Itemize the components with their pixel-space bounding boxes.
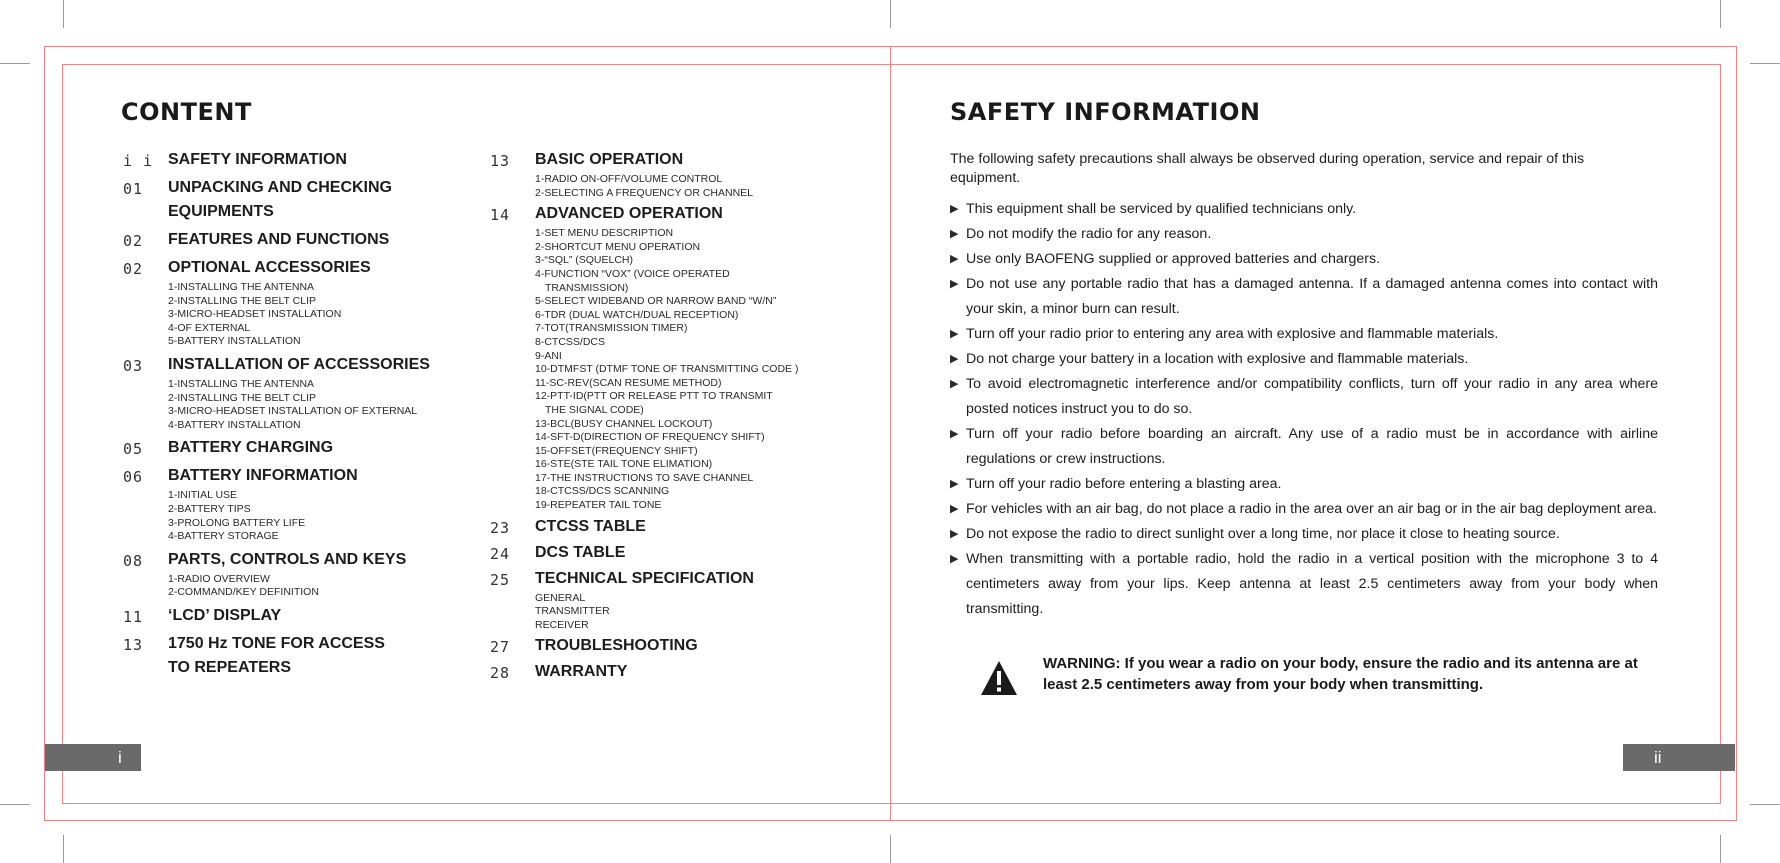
bleed-guide: [1736, 46, 1737, 821]
safety-bullet: [950, 472, 1658, 497]
safety-bullet-text: This equipment shall be serviced by qualified technicians only.: [966, 201, 1357, 217]
toc-entry[interactable]: [123, 548, 463, 600]
toc-page-number: 03: [123, 356, 144, 375]
toc-title-continued: TO REPEATERS: [168, 658, 291, 676]
toc-subitem: 4-BATTERY STORAGE: [168, 530, 279, 543]
safety-bullet: [950, 272, 1658, 322]
safety-bullet: [950, 322, 1658, 347]
safety-bullet-text: To avoid electromagnetic interference and/or compatibility conflicts, turn off your radio in any area where posted notices instruct you to do so.: [966, 376, 1658, 417]
safety-bullet: [950, 347, 1658, 372]
safety-bullet: [950, 247, 1658, 272]
crop-mark: [890, 835, 891, 863]
crop-mark: [1750, 804, 1780, 805]
toc-page-number: 02: [123, 260, 144, 278]
toc-subitem: 1-INSTALLING THE ANTENNA: [168, 281, 315, 293]
toc-subitem: 2-SELECTING A FREQUENCY OR CHANNEL: [535, 186, 754, 199]
toc-page-number: 05: [123, 440, 144, 459]
crop-mark: [1750, 63, 1780, 64]
toc-title: BASIC OPERATION: [535, 151, 684, 168]
triangle-bullet-icon: ▶: [950, 428, 959, 440]
toc-entry[interactable]: [123, 176, 463, 224]
toc-title-continued: EQUIPMENTS: [168, 203, 274, 220]
safety-bullet: [950, 547, 1658, 622]
toc-subitem: 4-OF EXTERNAL: [168, 321, 251, 334]
crop-mark: [1720, 0, 1721, 28]
toc-subitem: 16-STE(STE TAIL TONE ELIMATION): [535, 458, 713, 471]
triangle-bullet-icon: ▶: [950, 528, 959, 540]
crop-mark: [1720, 835, 1721, 863]
toc-subitem: 15-OFFSET(FREQUENCY SHIFT): [535, 444, 698, 457]
toc-subitem: 1-INITIAL USE: [168, 489, 238, 502]
triangle-bullet-icon: ▶: [950, 278, 959, 290]
toc-subitem: 14-SFT-D(DIRECTION OF FREQUENCY SHIFT): [535, 431, 765, 444]
toc-subitem: 1-RADIO OVERVIEW: [168, 572, 270, 585]
toc-subitem: 3-“SQL” (SQUELCH): [535, 254, 634, 267]
toc-subitem: 5-SELECT WIDEBAND OR NARROW BAND “W/N”: [535, 295, 777, 308]
toc-entry[interactable]: [490, 634, 860, 658]
safety-bullet-text: Do not use any portable radio that has a damaged antenna. If a damaged antenna comes into contact with your skin, a minor burn can result.: [966, 276, 1658, 317]
toc-title: DCS TABLE: [535, 543, 626, 561]
triangle-bullet-icon: ▶: [950, 253, 959, 265]
page-number-tab: [45, 744, 141, 771]
toc-title: 1750 Hz TONE FOR ACCESS: [168, 634, 385, 652]
safety-bullet-text: Do not modify the radio for any reason.: [966, 226, 1212, 242]
toc-entry[interactable]: [123, 464, 463, 543]
toc-entry[interactable]: [123, 353, 463, 432]
toc-title: ADVANCED OPERATION: [535, 205, 723, 223]
safety-bullet: [950, 422, 1658, 472]
safety-bullet: [950, 197, 1658, 222]
toc-entry[interactable]: [123, 256, 463, 349]
toc-page-number: 06: [123, 468, 144, 487]
trim-guide: [1720, 64, 1721, 804]
toc-subitem: 13-BCL(BUSY CHANNEL LOCKOUT): [535, 417, 713, 430]
toc-subitem: 9-ANI: [535, 349, 562, 362]
toc-title: TROUBLESHOOTING: [535, 637, 698, 655]
safety-bullet-text: Turn off your radio before boarding an aircraft. Any use of a radio must be in accordance with airline regulations or crew instructions.: [966, 426, 1658, 467]
safety-bullet-text: When transmitting with a portable radio, hold the radio in a vertical position with the microphone 3 to 4 centimeters away from your lips. Keep antenna at least 2.5 centimeters away from your body when transmitting.: [966, 551, 1658, 617]
toc-subitem: 10-DTMFST (DTMF TONE OF TRANSMITTING CODE ): [535, 363, 799, 376]
toc-subitem: 4-FUNCTION “VOX” (VOICE OPERATED: [535, 267, 730, 280]
triangle-bullet-icon: ▶: [950, 203, 959, 215]
crop-mark: [63, 0, 64, 28]
toc-title: BATTERY CHARGING: [168, 439, 334, 457]
toc-subitem: 4-BATTERY INSTALLATION: [168, 418, 301, 431]
toc-subitem: 2-COMMAND/KEY DEFINITION: [168, 586, 319, 599]
warning-text: WARNING: If you wear a radio on your body, ensure the radio and its antenna are at least 2.5 centimeters away from your body when transmitting.: [1043, 655, 1638, 693]
trim-guide: [62, 64, 1720, 65]
toc-subitem: 11-SC-REV(SCAN RESUME METHOD): [535, 376, 722, 389]
toc-subitem: 3-PROLONG BATTERY LIFE: [168, 516, 306, 529]
toc-subitem: THE SIGNAL CODE): [545, 403, 644, 416]
toc-page-number: 13: [490, 152, 511, 170]
safety-bullet-text: Do not expose the radio to direct sunlight over a long time, nor place it close to heating source.: [966, 526, 1560, 542]
toc-subitem: 5-BATTERY INSTALLATION: [168, 335, 301, 348]
page-number-tab: [1623, 744, 1735, 771]
toc-page-number: 11: [123, 607, 144, 626]
toc-page-number: 24: [490, 544, 511, 563]
triangle-bullet-icon: ▶: [950, 503, 959, 515]
spine-guide: [890, 46, 891, 821]
toc-page-number: 13: [123, 635, 144, 654]
toc-column-1: [123, 148, 463, 680]
toc-subitem: 2-BATTERY TIPS: [168, 502, 251, 515]
crop-mark: [63, 835, 64, 863]
toc-page-number: 23: [490, 518, 511, 537]
page-title: CONTENT: [121, 98, 252, 126]
toc-subitem: GENERAL: [535, 591, 586, 604]
trim-guide: [62, 803, 1720, 804]
toc-title: WARRANTY: [535, 663, 628, 681]
toc-entry[interactable]: [490, 202, 860, 512]
toc-subitem: 2-SHORTCUT MENU OPERATION: [535, 240, 701, 253]
toc-subitem: 2-INSTALLING THE BELT CLIP: [168, 294, 317, 307]
triangle-bullet-icon: ▶: [950, 378, 959, 390]
triangle-bullet-icon: ▶: [950, 228, 959, 240]
safety-bullet-text: Do not charge your battery in a location with explosive and flammable materials.: [966, 351, 1469, 367]
toc-title: TECHNICAL SPECIFICATION: [535, 569, 754, 587]
page-number: i: [118, 748, 122, 767]
triangle-bullet-icon: ▶: [950, 328, 959, 340]
toc-entry[interactable]: [490, 567, 860, 633]
toc-subitem: 1-INSTALLING THE ANTENNA: [168, 377, 315, 390]
toc-title: OPTIONAL ACCESSORIES: [168, 259, 371, 276]
toc-title: BATTERY INFORMATION: [168, 467, 358, 485]
toc-page-number: 14: [490, 206, 511, 225]
crop-mark: [0, 804, 30, 805]
toc-page-number: 28: [490, 664, 511, 683]
toc-page-number: 25: [490, 570, 511, 589]
page-title: SAFETY INFORMATION: [950, 98, 1261, 126]
safety-bullet-list: [950, 197, 1658, 622]
toc-page-number: 08: [123, 551, 144, 570]
toc-title: CTCSS TABLE: [535, 517, 646, 535]
crop-mark: [0, 63, 30, 64]
toc-subitem: 6-TDR (DUAL WATCH/DUAL RECEPTION): [535, 308, 739, 321]
toc-entry[interactable]: [123, 228, 463, 252]
toc-page-number: 01: [123, 180, 144, 198]
toc-entry[interactable]: [490, 515, 860, 539]
safety-bullet: [950, 372, 1658, 422]
page-number: ii: [1654, 748, 1662, 767]
safety-bullet-text: Use only BAOFENG supplied or approved batteries and chargers.: [966, 251, 1381, 267]
safety-bullet: [950, 222, 1658, 247]
toc-page-number: 02: [123, 232, 144, 250]
toc-subitem: 3-MICRO-HEADSET INSTALLATION: [168, 308, 342, 321]
toc-subitem: 17-THE INSTRUCTIONS TO SAVE CHANNEL: [535, 471, 754, 484]
triangle-bullet-icon: ▶: [950, 353, 959, 365]
toc-page-number: 27: [490, 638, 511, 657]
safety-bullet-text: For vehicles with an air bag, do not place a radio in the area over an air bag or in the air bag deployment area.: [966, 501, 1657, 517]
crop-mark: [890, 0, 891, 28]
toc-subitem: TRANSMISSION): [545, 281, 629, 294]
triangle-bullet-icon: ▶: [950, 478, 959, 490]
toc-subitem: 2-INSTALLING THE BELT CLIP: [168, 391, 317, 404]
safety-bullet: [950, 522, 1658, 547]
toc-entry[interactable]: [123, 632, 463, 680]
toc-subitem: 12-PTT-ID(PTT OR RELEASE PTT TO TRANSMIT: [535, 390, 773, 403]
toc-subitem: 1-RADIO ON-OFF/VOLUME CONTROL: [535, 173, 723, 185]
intro-paragraph: The following safety precautions shall always be observed during operation, service and repair of this equipment.: [950, 151, 1585, 186]
warning-triangle-icon: [980, 660, 1018, 696]
toc-entry[interactable]: [123, 436, 463, 460]
toc-subitem: RECEIVER: [535, 618, 589, 631]
safety-bullet-text: Turn off your radio prior to entering any area with explosive and flammable materials.: [966, 326, 1499, 342]
trim-guide: [62, 64, 63, 804]
safety-bullet: [950, 497, 1658, 522]
toc-subitem: 3-MICRO-HEADSET INSTALLATION OF EXTERNAL: [168, 405, 418, 418]
toc-title: FEATURES AND FUNCTIONS: [168, 231, 390, 248]
toc-subitem: 7-TOT(TRANSMISSION TIMER): [535, 322, 688, 335]
triangle-bullet-icon: ▶: [950, 553, 959, 565]
toc-entry[interactable]: [490, 660, 860, 684]
toc-subitem: TRANSMITTER: [535, 605, 610, 618]
toc-column-2: [490, 148, 860, 684]
safety-bullet-text: Turn off your radio before entering a blasting area.: [966, 476, 1282, 492]
toc-subitem: 19-REPEATER TAIL TONE: [535, 499, 662, 512]
toc-page-number: i i: [123, 152, 154, 170]
toc-title: SAFETY INFORMATION: [168, 151, 347, 168]
toc-title: INSTALLATION OF ACCESSORIES: [168, 355, 430, 373]
toc-subitem: 18-CTCSS/DCS SCANNING: [535, 485, 670, 498]
toc-entry[interactable]: [123, 148, 463, 172]
bleed-guide: [44, 46, 45, 821]
toc-title: UNPACKING AND CHECKING: [168, 179, 392, 196]
toc-title: PARTS, CONTROLS AND KEYS: [168, 550, 407, 568]
toc-title: ‘LCD’ DISPLAY: [168, 606, 282, 624]
toc-subitem: 1-SET MENU DESCRIPTION: [535, 227, 674, 240]
toc-entry[interactable]: [123, 604, 463, 628]
toc-entry[interactable]: [490, 541, 860, 565]
toc-subitem: 8-CTCSS/DCS: [535, 335, 606, 348]
toc-entry[interactable]: [490, 148, 860, 200]
